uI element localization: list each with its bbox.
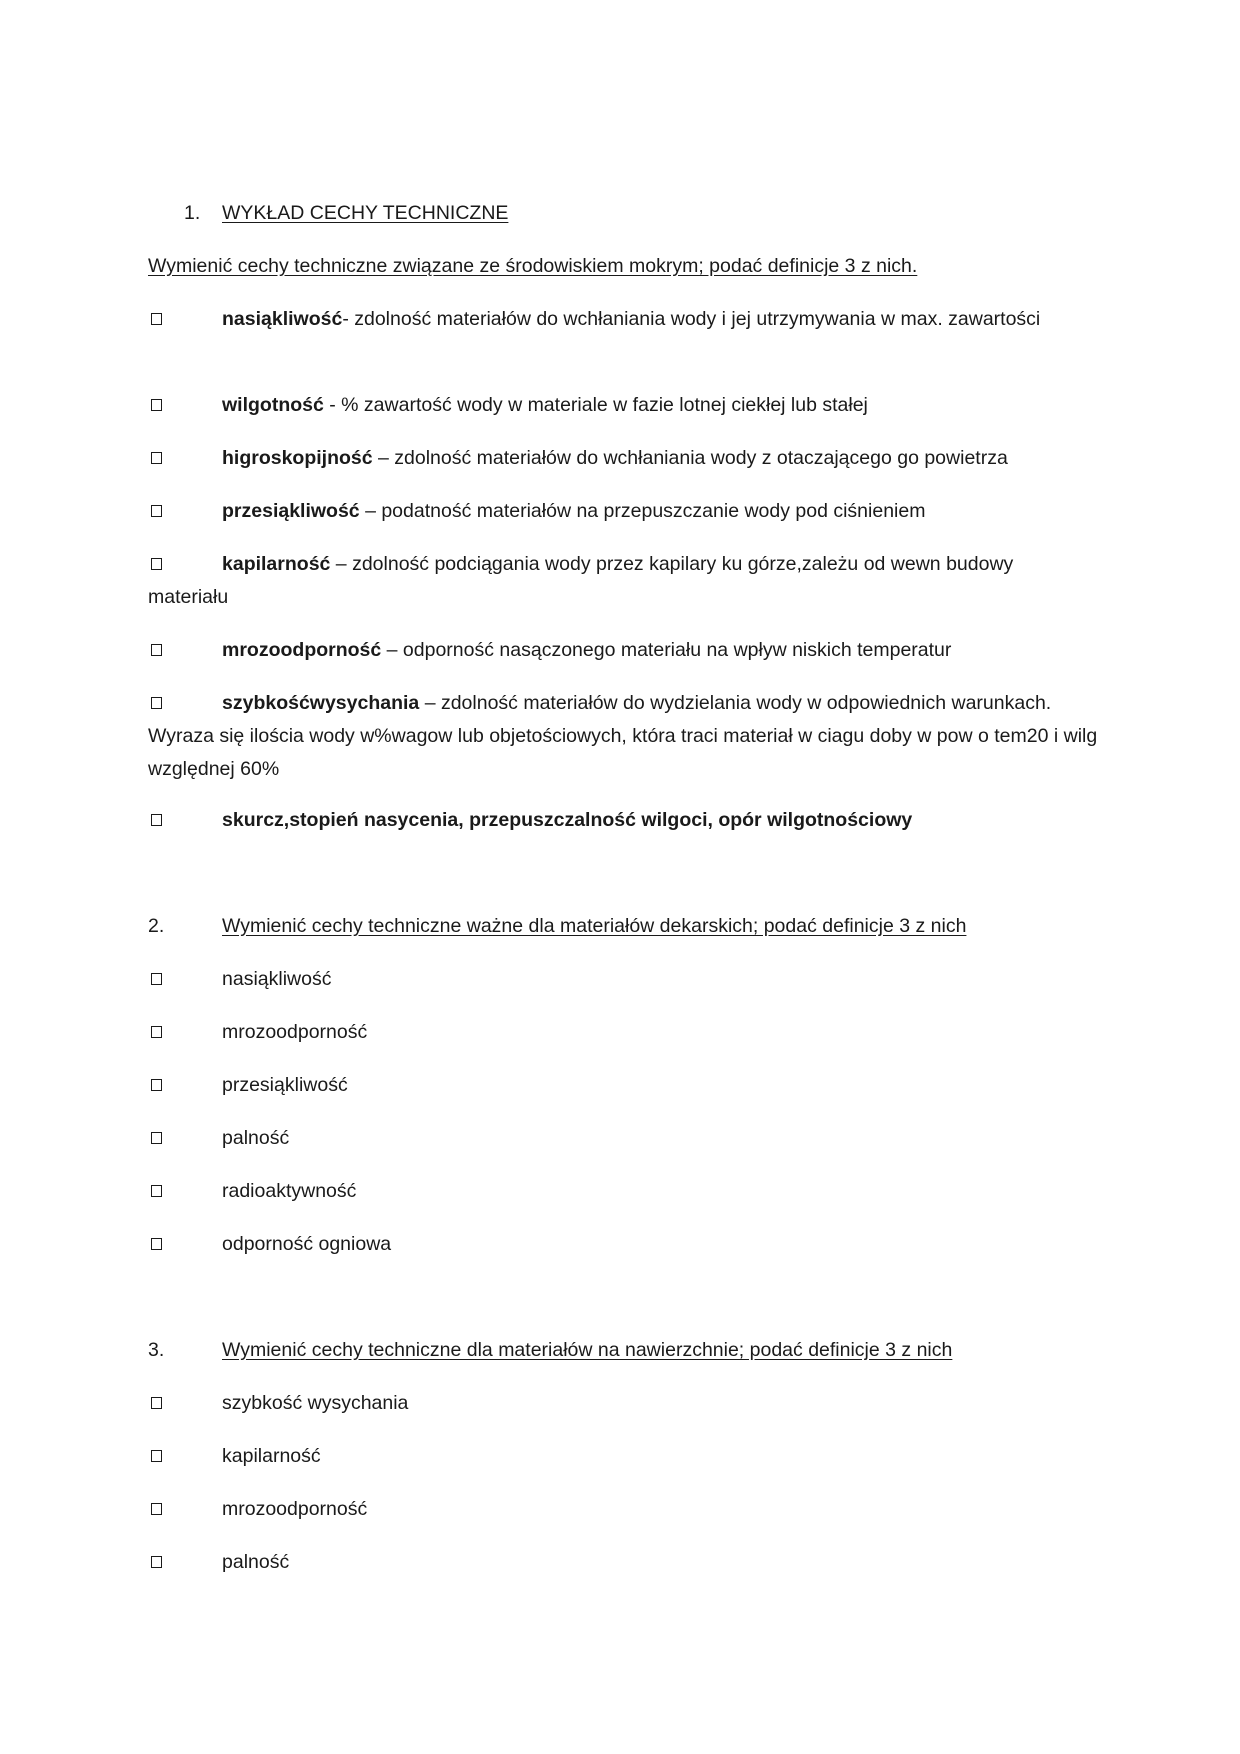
section1-number: 1. xyxy=(184,202,201,224)
list-item xyxy=(148,804,1098,837)
checkbox-icon xyxy=(151,558,162,570)
term: mrozoodporność xyxy=(222,639,382,661)
list-item xyxy=(148,389,1098,422)
definition: – zdolność materiałów do wchłaniania wody z otaczającego go powietrza xyxy=(372,447,1008,469)
item-label: radioaktywność xyxy=(222,1180,357,1202)
item-label: palność xyxy=(222,1551,290,1573)
list-item xyxy=(148,963,1098,996)
definition: – odporność nasączonego materiału na wpływ niskich temperatur xyxy=(381,639,952,661)
list-item xyxy=(148,1546,1098,1579)
term: przesiąkliwość xyxy=(222,500,360,522)
checkbox-icon xyxy=(151,1238,162,1250)
list-item xyxy=(148,1440,1098,1473)
checkbox-icon xyxy=(151,1026,162,1038)
list-item xyxy=(148,1493,1098,1526)
section3-question: Wymienić cechy techniczne dla materiałów na nawierzchnie; podać definicje 3 z nich xyxy=(222,1339,953,1361)
section3-number: 3. xyxy=(148,1339,165,1361)
list-item xyxy=(148,1228,1098,1261)
checkbox-icon xyxy=(151,1556,162,1568)
term: higroskopijność xyxy=(222,447,373,469)
term: kapilarność xyxy=(222,553,331,575)
list-item xyxy=(148,1069,1098,1102)
checkbox-icon xyxy=(151,1503,162,1515)
section1-title: WYKŁAD CECHY TECHNICZNE xyxy=(222,202,509,224)
term: szybkośćwysychania xyxy=(222,692,420,714)
definition: - zdolność materiałów do wchłaniania wody i jej utrzymywania w max. zawartości xyxy=(342,308,1041,330)
section2-question: Wymienić cechy techniczne ważne dla materiałów dekarskich; podać definicje 3 z nich xyxy=(222,915,967,937)
list-item xyxy=(148,634,1098,667)
definition: - % zawartość wody w materiale w fazie lotnej ciekłej lub stałej xyxy=(323,394,868,416)
checkbox-icon xyxy=(151,1397,162,1409)
checkbox-icon xyxy=(151,1450,162,1462)
item-label: palność xyxy=(222,1127,290,1149)
definition: – podatność materiałów na przepuszczanie wody pod ciśnieniem xyxy=(359,500,926,522)
term: skurcz,stopień nasycenia, przepuszczalność wilgoci, opór wilgotnościowy xyxy=(222,809,913,831)
definition: – zdolność materiałów do wydzielania wody w odpowiednich warunkach. Wyraza się ilościa wody w%wagow lub objetościowych, która traci materiał w ciagu doby w pow o tem20 i wilg względnej 60% xyxy=(148,692,1098,780)
section1-question: Wymienić cechy techniczne związane ze środowiskiem mokrym; podać definicje 3 z nich. xyxy=(148,255,918,277)
list-item xyxy=(148,1175,1098,1208)
checkbox-icon xyxy=(151,505,162,517)
checkbox-icon xyxy=(151,644,162,656)
definition: – zdolność podciągania wody przez kapilary ku górze,zależu od wewn budowy materiału xyxy=(148,553,1014,608)
item-label: mrozoodporność xyxy=(222,1021,368,1043)
list-item xyxy=(148,495,1098,528)
list-item xyxy=(148,1016,1098,1049)
list-item xyxy=(148,548,1098,614)
list-item xyxy=(148,1387,1098,1420)
item-label: przesiąkliwość xyxy=(222,1074,348,1096)
checkbox-icon xyxy=(151,1185,162,1197)
checkbox-icon xyxy=(151,1079,162,1091)
checkbox-icon xyxy=(151,1132,162,1144)
section2-number: 2. xyxy=(148,915,165,937)
checkbox-icon xyxy=(151,814,162,826)
item-label: nasiąkliwość xyxy=(222,968,332,990)
item-label: kapilarność xyxy=(222,1445,321,1467)
checkbox-icon xyxy=(151,313,162,325)
item-label: odporność ogniowa xyxy=(222,1233,392,1255)
list-item xyxy=(148,1122,1098,1155)
checkbox-icon xyxy=(151,452,162,464)
checkbox-icon xyxy=(151,399,162,411)
list-item xyxy=(148,442,1098,475)
checkbox-icon xyxy=(151,973,162,985)
list-item xyxy=(148,687,1098,786)
item-label: szybkość wysychania xyxy=(222,1392,409,1414)
term: nasiąkliwość xyxy=(222,308,343,330)
item-label: mrozoodporność xyxy=(222,1498,368,1520)
checkbox-icon xyxy=(151,697,162,709)
term: wilgotność xyxy=(222,394,324,416)
list-item xyxy=(148,303,1098,336)
